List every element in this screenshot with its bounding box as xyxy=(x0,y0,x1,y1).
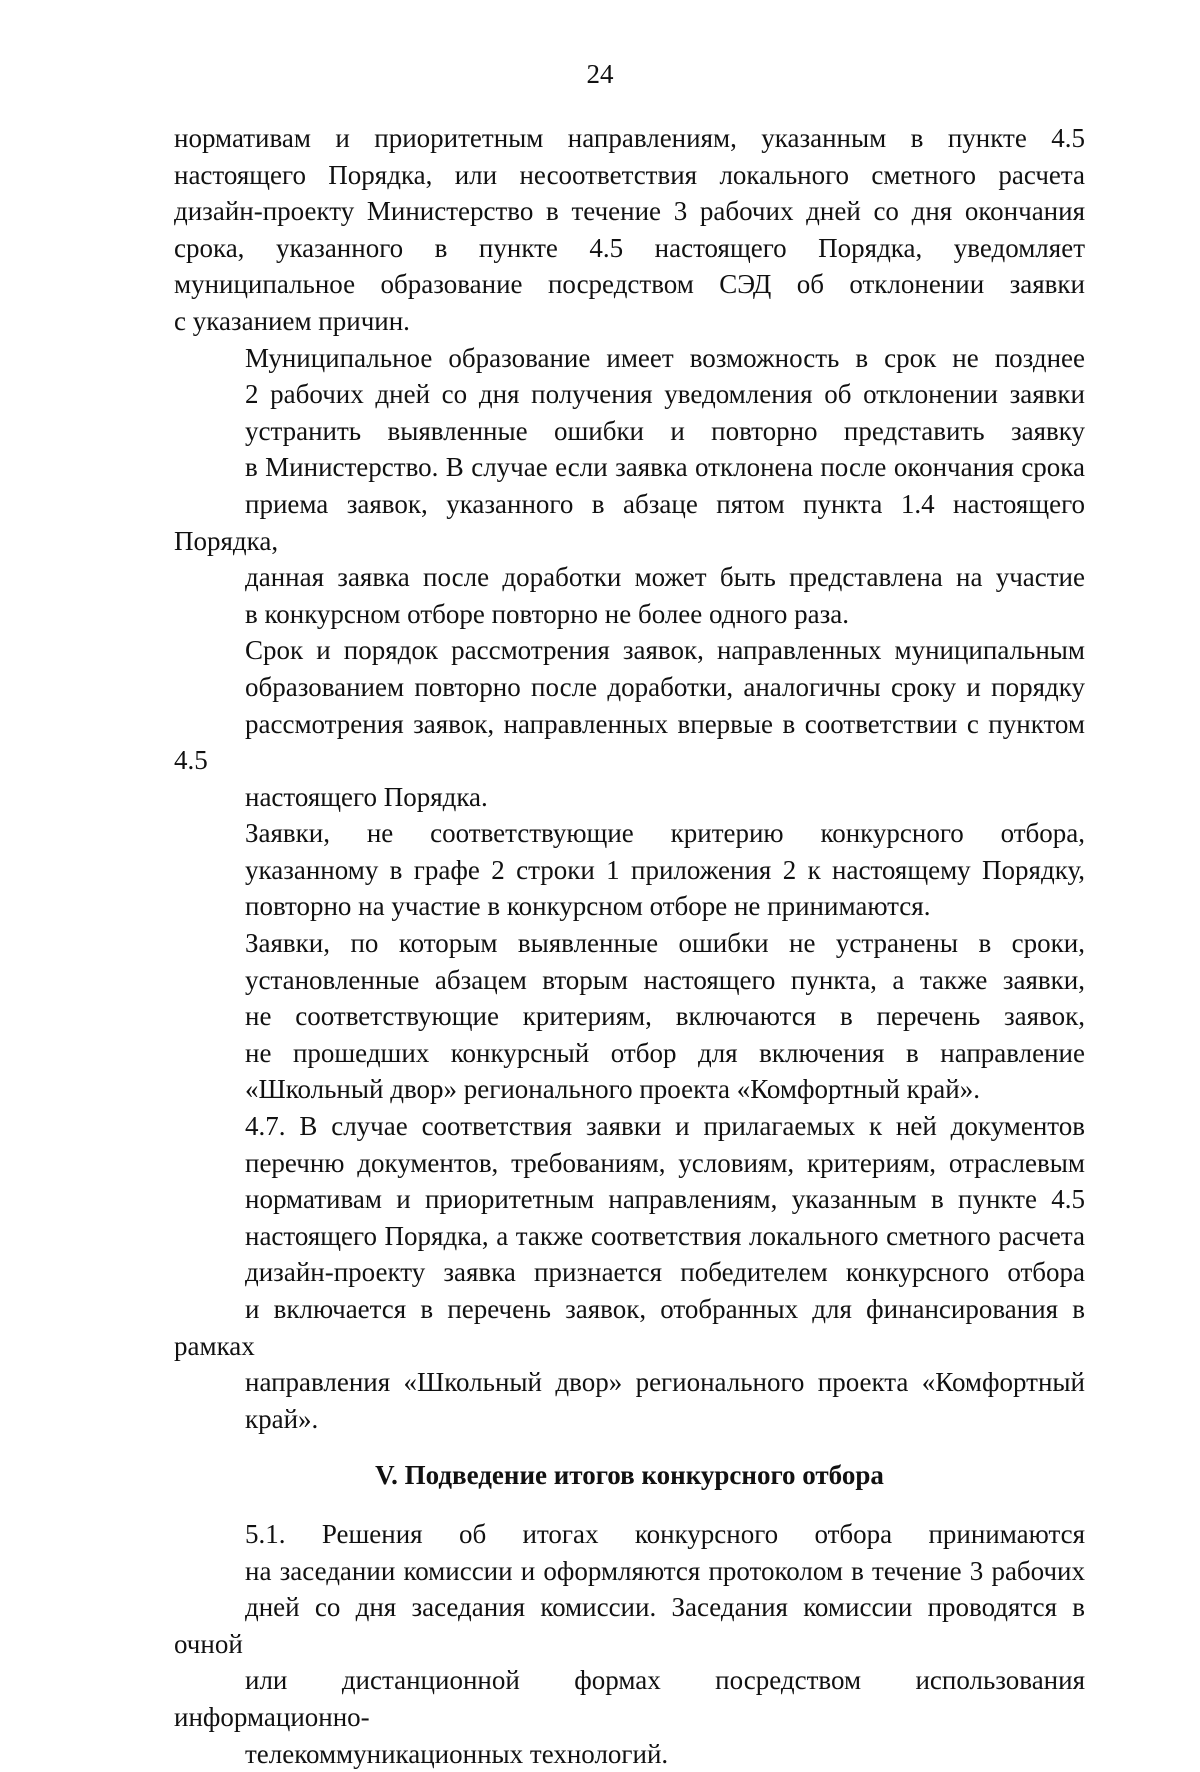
text-line: дней со дня заседания комиссии. Заседания комиссии проводятся в очной xyxy=(174,1592,1085,1659)
text-line: рассмотрения заявок, направленных впервые в соответствии с пунктом 4.5 xyxy=(174,708,1085,776)
paragraph xyxy=(174,632,1085,815)
paragraph xyxy=(174,340,1085,633)
text-line: образованием повторно после доработки, аналогичны сроку и порядку xyxy=(245,671,1085,702)
text-line: данная заявка после доработки может быть представлена на участие xyxy=(245,562,1085,593)
text-line: муниципальное образование посредством СЭД об отклонении заявки xyxy=(174,269,1085,300)
page-number: 24 xyxy=(586,59,614,89)
text-line: настоящего Порядка. xyxy=(245,781,488,812)
paragraph xyxy=(174,1108,1085,1437)
text-line: в конкурсном отборе повторно не более одного раза. xyxy=(245,598,849,629)
section-heading: V. Подведение итогов конкурсного отбора xyxy=(375,1460,884,1491)
text-line: нормативам и приоритетным направлениям, указанным в пункте 4.5 xyxy=(174,123,1085,153)
text-line: указанному в графе 2 строки 1 приложения 2 к настоящему Порядку, xyxy=(245,854,1085,885)
text-line: дизайн-проекту Министерство в течение 3 рабочих дней со дня окончания xyxy=(174,196,1085,227)
paragraph xyxy=(174,1516,1085,1772)
text-line: настоящего Порядка, или несоответствия локального сметного расчета xyxy=(174,159,1085,190)
text-line: повторно на участие в конкурсном отборе не принимаются. xyxy=(245,891,931,922)
text-line: Заявки, по которым выявленные ошибки не устранены в сроки, xyxy=(245,928,1085,959)
text-line: не соответствующие критериям, включаются в перечень заявок, xyxy=(245,1001,1085,1032)
paragraph xyxy=(174,815,1085,925)
text-line: и включается в перечень заявок, отобранных для финансирования в рамках xyxy=(174,1294,1085,1361)
text-line: устранить выявленные ошибки и повторно представить заявку xyxy=(245,415,1085,446)
text-line: дизайн-проекту заявка признается победителем конкурсного отбора xyxy=(245,1257,1085,1288)
text-line: Заявки, не соответствующие критерию конкурсного отбора, xyxy=(245,818,1085,849)
text-line: настоящего Порядка, а также соответствия локального сметного расчета xyxy=(245,1220,1085,1251)
text-line: 2 рабочих дней со дня получения уведомления об отклонении заявки xyxy=(245,379,1085,410)
text-line: перечню документов, требованиям, условиям, критериям, отраслевым xyxy=(245,1147,1085,1178)
text-line: в Министерство. В случае если заявка отклонена после окончания срока xyxy=(245,452,1085,483)
text-line: на заседании комиссии и оформляются протоколом в течение 3 рабочих xyxy=(245,1555,1085,1586)
text-line: 4.7. В случае соответствия заявки и прилагаемых к ней документов xyxy=(245,1111,1085,1142)
text-line: край». xyxy=(245,1403,319,1434)
text-line: телекоммуникационных технологий. xyxy=(245,1738,669,1769)
text-line: приема заявок, указанного в абзаце пятом пункта 1.4 настоящего Порядка, xyxy=(174,488,1085,556)
text-line: 5.1. Решения об итогах конкурсного отбора принимаются xyxy=(245,1518,1085,1549)
text-line: срока, указанного в пункте 4.5 настоящего Порядка, уведомляет xyxy=(174,232,1085,263)
paragraph xyxy=(174,925,1085,1108)
text-line: с указанием причин. xyxy=(174,305,410,336)
text-line: «Школьный двор» регионального проекта «Комфортный край». xyxy=(245,1074,980,1105)
text-line: направления «Школьный двор» регионального проекта «Комфортный xyxy=(245,1367,1085,1398)
text-line: или дистанционной формах посредством использования информационно- xyxy=(174,1665,1085,1732)
text-line: установленные абзацем вторым настоящего пункта, а также заявки, xyxy=(245,964,1085,995)
document-body xyxy=(174,120,1085,1772)
text-line: не прошедших конкурсный отбор для включения в направление xyxy=(245,1037,1085,1068)
paragraph xyxy=(174,120,1085,340)
text-line: нормативам и приоритетным направлениям, указанным в пункте 4.5 xyxy=(245,1184,1085,1215)
text-line: Муниципальное образование имеет возможность в срок не позднее xyxy=(245,342,1085,373)
text-line: Срок и порядок рассмотрения заявок, направленных муниципальным xyxy=(245,635,1085,666)
